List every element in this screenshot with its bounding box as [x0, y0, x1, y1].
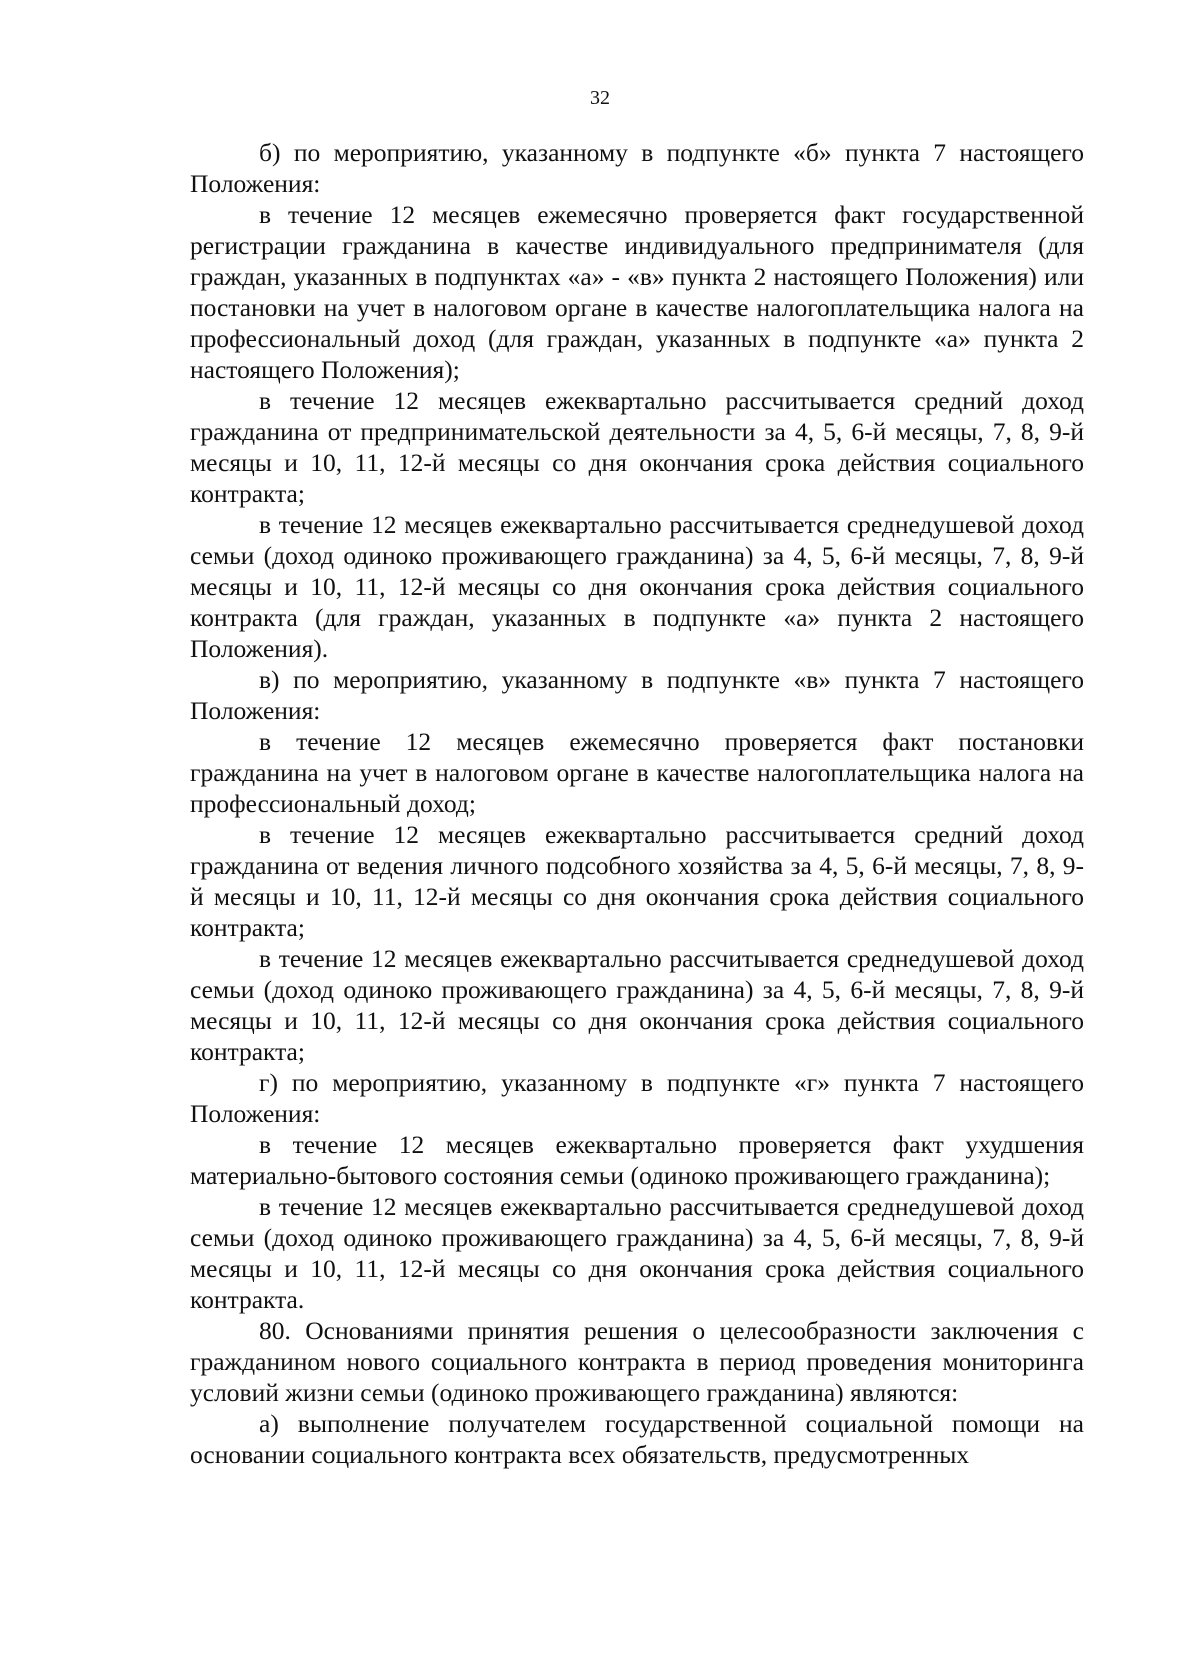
- paragraph-g-per-capita-income: в течение 12 месяцев ежеквартально рассчитывается среднедушевой доход семьи (доход одиноко проживающего гражданина) за 4, 5, 6-й месяцы, 7, 8, 9-й месяцы и 10, 11, 12-й месяцы со дня окончания срока действия социального контракта.: [190, 1192, 1084, 1314]
- paragraph-v-header: в) по мероприятию, указанному в подпункте «в» пункта 7 настоящего Положения:: [190, 665, 1084, 725]
- document-body: [190, 137, 1084, 1470]
- paragraph-g-living-conditions-check: в течение 12 месяцев ежеквартально проверяется факт ухудшения материально-бытового состояния семьи (одиноко проживающего гражданина);: [190, 1130, 1084, 1190]
- paragraph-v-per-capita-income: в течение 12 месяцев ежеквартально рассчитывается среднедушевой доход семьи (доход одиноко проживающего гражданина) за 4, 5, 6-й месяцы, 7, 8, 9-й месяцы и 10, 11, 12-й месяцы со дня окончания срока действия социального контракта;: [190, 944, 1084, 1066]
- paragraph-v-tax-registration-check: в течение 12 месяцев ежемесячно проверяется факт постановки гражданина на учет в налоговом органе в качестве налогоплательщика налога на профессиональный доход;: [190, 727, 1084, 818]
- paragraph-b-average-income: в течение 12 месяцев ежеквартально рассчитывается средний доход гражданина от предпринимательской деятельности за 4, 5, 6-й месяцы, 7, 8, 9-й месяцы и 10, 11, 12-й месяцы со дня окончания срока действия социального контракта;: [190, 386, 1084, 508]
- page-number: 32: [590, 87, 610, 109]
- paragraph-80-grounds: 80. Основаниями принятия решения о целесообразности заключения с гражданином нового социального контракта в период проведения мониторинга условий жизни семьи (одиноко проживающего гражданина) являются:: [190, 1316, 1084, 1407]
- paragraph-b-header: б) по мероприятию, указанному в подпункте «б» пункта 7 настоящего Положения:: [190, 138, 1084, 198]
- paragraph-g-header: г) по мероприятию, указанному в подпункте «г» пункта 7 настоящего Положения:: [190, 1068, 1084, 1128]
- paragraph-b-per-capita-income: в течение 12 месяцев ежеквартально рассчитывается среднедушевой доход семьи (доход одиноко проживающего гражданина) за 4, 5, 6-й месяцы, 7, 8, 9-й месяцы и 10, 11, 12-й месяцы со дня окончания срока действия социального контракта (для граждан, указанных в подпункте «а» пункта 2 настоящего Положения).: [190, 510, 1084, 663]
- paragraph-b-registration-check: в течение 12 месяцев ежемесячно проверяется факт государственной регистрации гражданина в качестве индивидуального предпринимателя (для граждан, указанных в подпунктах «а» - «в» пункта 2 настоящего Положения) или постановки на учет в налоговом органе в качестве налогоплательщика налога на профессиональный доход (для граждан, указанных в подпункте «а» пункта 2 настоящего Положения);: [190, 200, 1084, 384]
- paragraph-v-average-income: в течение 12 месяцев ежеквартально рассчитывается средний доход гражданина от ведения личного подсобного хозяйства за 4, 5, 6-й месяцы, 7, 8, 9-й месяцы и 10, 11, 12-й месяцы со дня окончания срока действия социального контракта;: [190, 820, 1084, 942]
- paragraph-80-a: а) выполнение получателем государственной социальной помощи на основании социального контракта всех обязательств, предусмотренных: [190, 1409, 1084, 1469]
